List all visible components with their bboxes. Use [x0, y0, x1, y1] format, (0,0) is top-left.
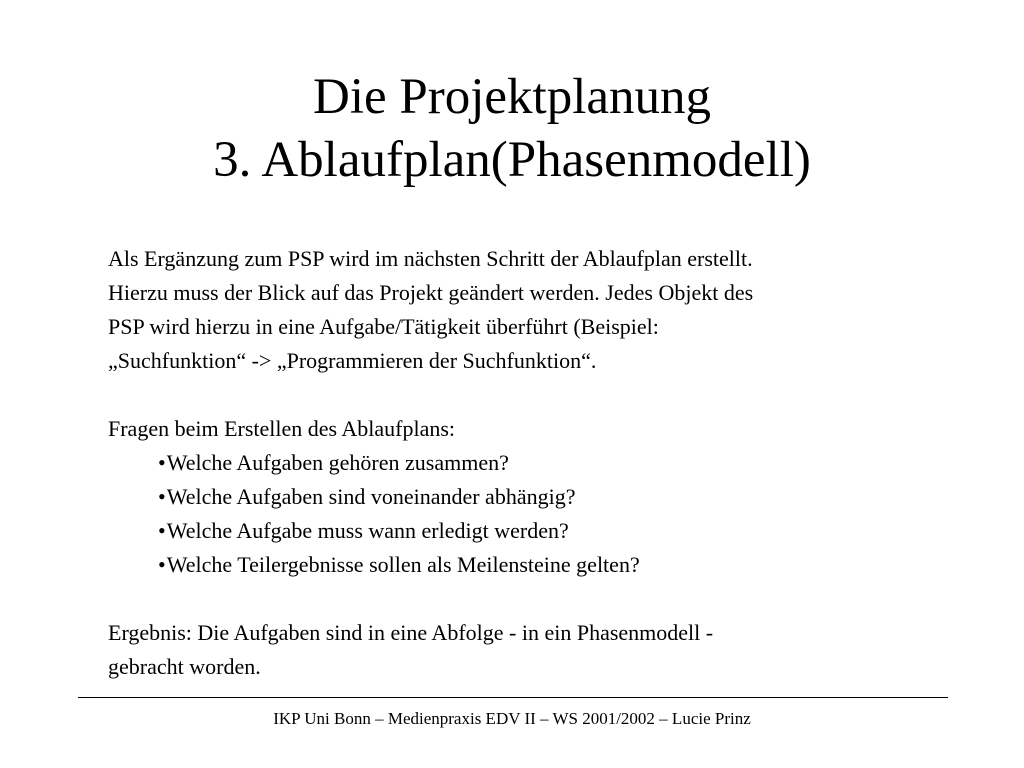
- result-line: Ergebnis: Die Aufgaben sind in eine Abfolge - in ein Phasenmodell -: [108, 620, 714, 645]
- list-item: [158, 446, 968, 480]
- bullet-icon: •: [158, 552, 166, 577]
- footer-divider: [78, 697, 948, 698]
- spacer: [108, 582, 968, 616]
- list-item: [158, 514, 968, 548]
- result-paragraph: [108, 616, 908, 684]
- question-text: Welche Aufgabe muss wann erledigt werden?: [166, 518, 569, 543]
- intro-line: Als Ergänzung zum PSP wird im nächsten Schritt der Ablaufplan erstellt.: [108, 246, 753, 271]
- spacer: [108, 378, 968, 412]
- bullet-icon: •: [158, 450, 166, 475]
- list-item: [158, 480, 968, 514]
- bullet-icon: •: [158, 518, 166, 543]
- intro-line: PSP wird hierzu in eine Aufgabe/Tätigkeit überführt (Beispiel:: [108, 314, 659, 339]
- result-line: gebracht worden.: [108, 654, 261, 679]
- slide-footer: IKP Uni Bonn – Medienpraxis EDV II – WS 2001/2002 – Lucie Prinz: [273, 709, 751, 728]
- bullet-icon: •: [158, 484, 166, 509]
- title-line-1: Die Projektplanung: [312, 69, 711, 125]
- intro-paragraph: [108, 242, 948, 378]
- questions-list: [108, 446, 968, 582]
- intro-line: Hierzu muss der Blick auf das Projekt geändert werden. Jedes Objekt des: [108, 280, 754, 305]
- question-text: Welche Aufgaben sind voneinander abhängig?: [166, 484, 576, 509]
- question-text: Welche Aufgaben gehören zusammen?: [166, 450, 509, 475]
- question-text: Welche Teilergebnisse sollen als Meilensteine gelten?: [166, 552, 640, 577]
- list-item: [158, 548, 968, 582]
- slide-body: [108, 242, 968, 684]
- intro-line: „Suchfunktion“ -> „Programmieren der Suchfunktion“.: [108, 348, 597, 373]
- title-line-2: 3. Ablaufplan(Phasenmodell): [213, 132, 811, 188]
- slide-title: [0, 66, 1024, 192]
- questions-heading: Fragen beim Erstellen des Ablaufplans:: [108, 416, 456, 441]
